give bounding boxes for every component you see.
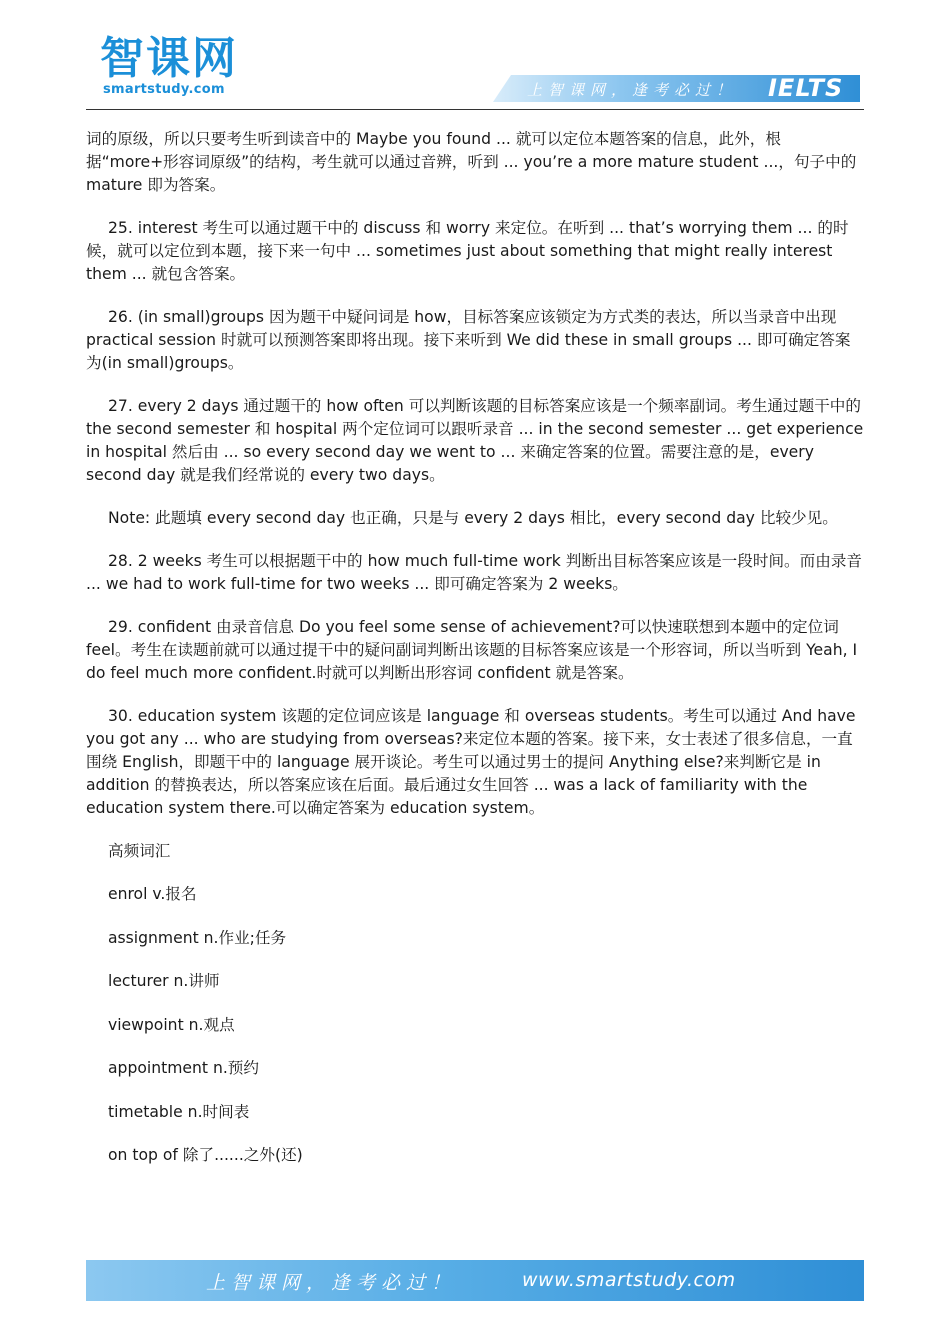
- vocab-item: assignment n.作业;任务: [108, 928, 287, 947]
- answer-28: 28. 2 weeks 考生可以根据题干中的 how much full-time work 判断出目标答案应该是一段时间。而由录音 ... we had to work full-time for two weeks ... 即可确定答案为 2 weeks。: [86, 552, 863, 593]
- ielts-brand: IELTS: [768, 74, 844, 102]
- paragraph-continuation: 词的原级，所以只要考生听到读音中的 Maybe you found ... 就可以定位本题答案的信息，此外，根据“more+形容词原级”的结构，考生就可以通过音辨，听到 ... you’re a more mature student ...，句子中的 mature 即为答案。: [86, 130, 857, 194]
- answer-26: 26. (in small)groups 因为题干中疑问词是 how，目标答案应该锁定为方式类的表达，所以当录音中出现 practical session 时就可以预测答案即将出现。接下来听到 We did these in small groups ... 即可确定答案为(in small)groups。: [86, 308, 851, 372]
- answer-25: 25. interest 考生可以通过题干中的 discuss 和 worry 来定位。在听到 ... that’s worrying them ... 的时候，就可以定位到本题，接下来一句中 ... sometimes just about something that might really interest them ... 就包含答案。: [86, 219, 849, 283]
- vocab-item: viewpoint n.观点: [108, 1015, 235, 1034]
- logo: 智课网: [100, 33, 238, 84]
- answer-27-note: Note: 此题填 every second day 也正确，只是与 every 2 days 相比，every second day 比较少见。: [108, 509, 838, 527]
- page-header: [0, 0, 950, 112]
- vocab-heading: 高频词汇: [108, 842, 171, 860]
- answer-27: 27. every 2 days 通过题干的 how often 可以判断该题的目标答案应该是一个频率副词。考生通过题干中的 the second semester 和 hospital 两个定位词可以跟听录音 ... in the second semester ... get experience in hospital 然后由 ... so every second day we went to ... 来确定答案的位置。需要注意的是，every second day 就是我们经常说的 every two days。: [86, 397, 864, 484]
- document-body: [86, 128, 866, 1188]
- banner-slogan: 上智课网，逢考必过！: [527, 81, 738, 99]
- footer-url: www.smartstudy.com: [522, 1269, 736, 1291]
- vocab-item: enrol v.报名: [108, 885, 197, 903]
- footer-slogan: 上智课网，逢考必过！: [206, 1272, 457, 1294]
- page-footer: [86, 1260, 864, 1301]
- vocab-item: on top of 除了......之外(还): [108, 1146, 303, 1164]
- vocab-item: lecturer n.讲师: [108, 972, 220, 990]
- vocab-item: appointment n.预约: [108, 1059, 259, 1077]
- header-divider: [86, 109, 864, 110]
- logo-url: smartstudy.com: [103, 82, 225, 97]
- vocab-item: timetable n.时间表: [108, 1102, 250, 1121]
- answer-30: 30. education system 该题的定位词应该是 language 和 overseas students。考生可以通过 And have you got any ... who are studying from overseas?来定位本题的答案。接下来，女士表述了很多信息，一直围绕 English，即题干中的 language 展开谈论。考生可以通过男士的提问 Anything else?来判断它是 in addition 的替换表达，所以答案应该在后面。最后通过女生回答 ... was a lack of familiarity with the education system there.可以确定答案为 education system。: [86, 707, 856, 817]
- answer-29: 29. confident 由录音信息 Do you feel some sense of achievement?可以快速联想到本题中的定位词 feel。考生在读题前就可以通过提干中的疑问副词判断出该题的目标答案应该是一个形容词，所以当听到 Yeah, I do feel much more confident.时就可以判断出形容词 confident 就是答案。: [86, 618, 858, 682]
